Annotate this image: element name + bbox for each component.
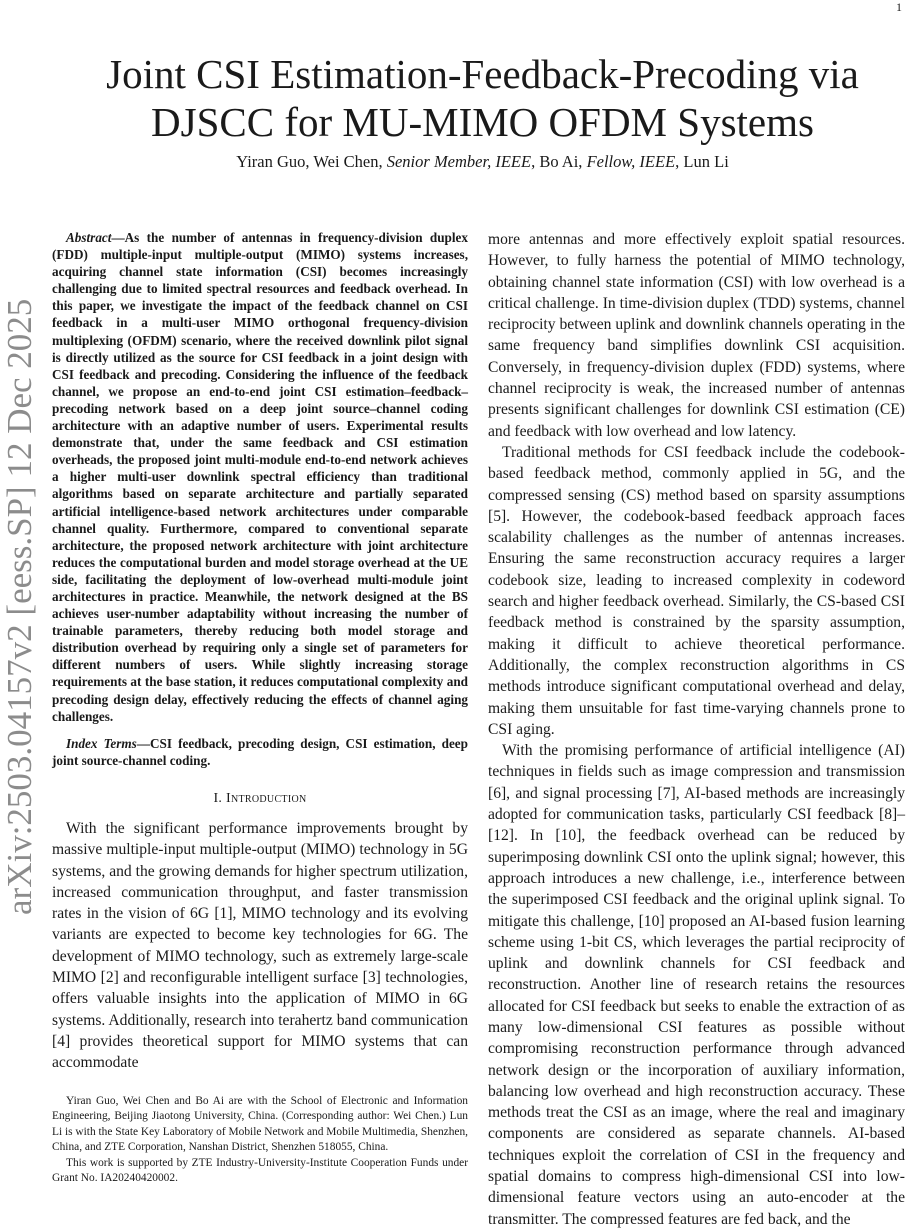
index-terms [52, 735, 468, 769]
author-role-1: Senior Member, IEEE [386, 152, 532, 171]
author-names-2: , Bo Ai, [531, 152, 587, 171]
index-terms-label: Index Terms [66, 735, 137, 751]
footnotes [52, 1094, 468, 1186]
paper-title: Joint CSI Estimation-Feedback-Precoding via DJSCC for MU-MIMO OFDM Systems [106, 51, 859, 145]
author-names-1: Yiran Guo, Wei Chen, [236, 152, 387, 171]
body-paragraph: With the promising performance of artificial intelligence (AI) techniques in fields such as image compression and transmission [6], and signal processing [7], AI-based methods are increasingly adopted for communication tasks, particularly CSI feedback [8]–[12]. In [10], the feedback overhead can be reduced by superimposing downlink CSI onto the uplink signal; however, this approach introduces a new challenge, i.e., interference between the superimposed CSI feedback and the original uplink signal. To mitigate this challenge, [10] proposed an AI-based fusion learning scheme using 1-bit CS, which leverages the partial reciprocity of uplink and downlink channels for CSI feedback and reconstruction. Another line of research retains the resources allocated for CSI feedback but seeks to enable the extraction of as many low-dimensional CSI features as possible without compromising reconstruction performance through advanced network design or the incorporation of auxiliary information, balancing low overhead and high reconstruction accuracy. These methods treat the CSI as an image, where the real and imaginary components are considered as separate channels. AI-based techniques exploit the correlation of CSI in the frequency and spatial domains to compress high-dimensional CSI into low-dimensional feature vectors using an auto-encoder at the transmitter. The compressed features are fed back, and the [488, 742, 905, 1228]
abstract-text: —As the number of antennas in frequency-division duplex (FDD) multiple-input multiple-output (MIMO) systems increases, acquiring channel state information (CSI) becomes increasingly challenging due to limited spectral resources and feedback overhead. In this paper, we investigate the impact of the feedback channel on CSI feedback in a multi-user MIMO orthogonal frequency-division multiplexing (OFDM) scenario, where the received downlink pilot signal is directly utilized as the source for CSI feedback in a joint design with CSI feedback and precoding. Considering the influence of the feedback channel, we propose an end-to-end joint CSI estimation–feedback–precoding network based on a deep joint source–channel coding architecture with an adaptive number of users. Experimental results demonstrate that, under the same feedback and CSI estimation overheads, the proposed joint multi-module end-to-end network achieves a higher multi-user downlink spectral efficiency than traditional algorithms based on separate architecture and partially separated artificial intelligence-based network architectures under comparable channel quality. Furthermore, compared to conventional separate architecture, the proposed network architecture with joint architecture reduces the computational burden and model storage overhead at the UE side, facilitating the deployment of low-overhead multi-module joint architectures in practice. Meanwhile, the network designed at the BS achieves user-number adaptability without increasing the number of trainable parameters, thereby reducing both model storage and distribution overhead by requiring only a single set of parameters for different numbers of users. While slightly increasing storage requirements at the base station, it reduces computational complexity and precoding design delay, effectively reducing the effects of channel aging challenges. [52, 230, 468, 724]
footnote-funding: This work is supported by ZTE Industry-University-Institute Cooperation Funds under Grant No. IA20240420002. [52, 1156, 468, 1185]
footnote-affiliations: Yiran Guo, Wei Chen and Bo Ai are with the School of Electronic and Information Engineering, Beijing Jiaotong University, China. (Corresponding author: Wei Chen.) Lun Li is with the State Key Laboratory of Mobile Network and Mobile Multimedia, Shenzhen, China, and ZTE Corporation, Nanshan District, Shenzhen 518055, China. [52, 1095, 468, 1154]
author-role-2: Fellow, IEEE [586, 152, 676, 171]
author-list [60, 152, 905, 172]
body-paragraph: With the significant performance improvements brought by massive multiple-input multiple-output (MIMO) technology in 5G systems, and the growing demands for higher spectrum utilization, increased communication throughput, and faster transmission rates in the vision of 6G [1], MIMO technology and its evolving variants are expected to become key technologies for 6G. The development of MIMO technology, such as extremely large-scale MIMO [2] and reconfigurable intelligent surface [3] technologies, offers valuable insights into the application of MIMO in 6G systems. Additionally, research into terahertz band communication [4] provides theoretical support for MIMO systems that can accommodate [52, 819, 468, 1072]
right-column [488, 229, 905, 1230]
abstract [52, 229, 468, 725]
arxiv-identifier-stamp: arXiv:2503.04157v2 [eess.SP] 12 Dec 2025 [0, 298, 39, 915]
body-paragraph: Traditional methods for CSI feedback include the codebook-based feedback method, commonly applied in 5G, and the compressed sensing (CS) method based on sparsity assumptions [5]. However, the codebook-based feedback approach faces scalability challenges as the number of antennas increases. Ensuring the same reconstruction accuracy requires a larger codebook size, leading to increased complexity in codeword search and higher feedback overhead. Similarly, the CS-based CSI feedback method is constrained by the sparsity assumption, making it difficult to achieve theoretical performance. Additionally, the complex reconstruction algorithms in CS methods introduce significant computational overhead and delay, making them unsuitable for fast time-varying channels prone to CSI aging. [488, 443, 905, 738]
body-paragraph: more antennas and more effectively exploit spatial resources. However, to fully harness the potential of MIMO technology, obtaining channel state information (CSI) with low overhead is a critical challenge. In time-division duplex (TDD) systems, channel reciprocity between uplink and downlink channels operating in the same frequency band simplifies downlink CSI acquisition. Conversely, in frequency-division duplex (FDD) systems, where channel reciprocity is weak, the increased number of antennas presents significant challenges for downlink CSI estimation (CE) and feedback with low overhead and low latency. [488, 231, 906, 440]
index-terms-text: —CSI feedback, precoding design, CSI estimation, deep joint source-channel coding. [52, 735, 468, 768]
author-names-3: , Lun Li [675, 152, 729, 171]
page-number: 1 [896, 0, 902, 14]
abstract-label: Abstract [66, 230, 112, 245]
left-column [52, 229, 468, 1073]
section-heading-introduction: I. Introduction [213, 790, 307, 806]
